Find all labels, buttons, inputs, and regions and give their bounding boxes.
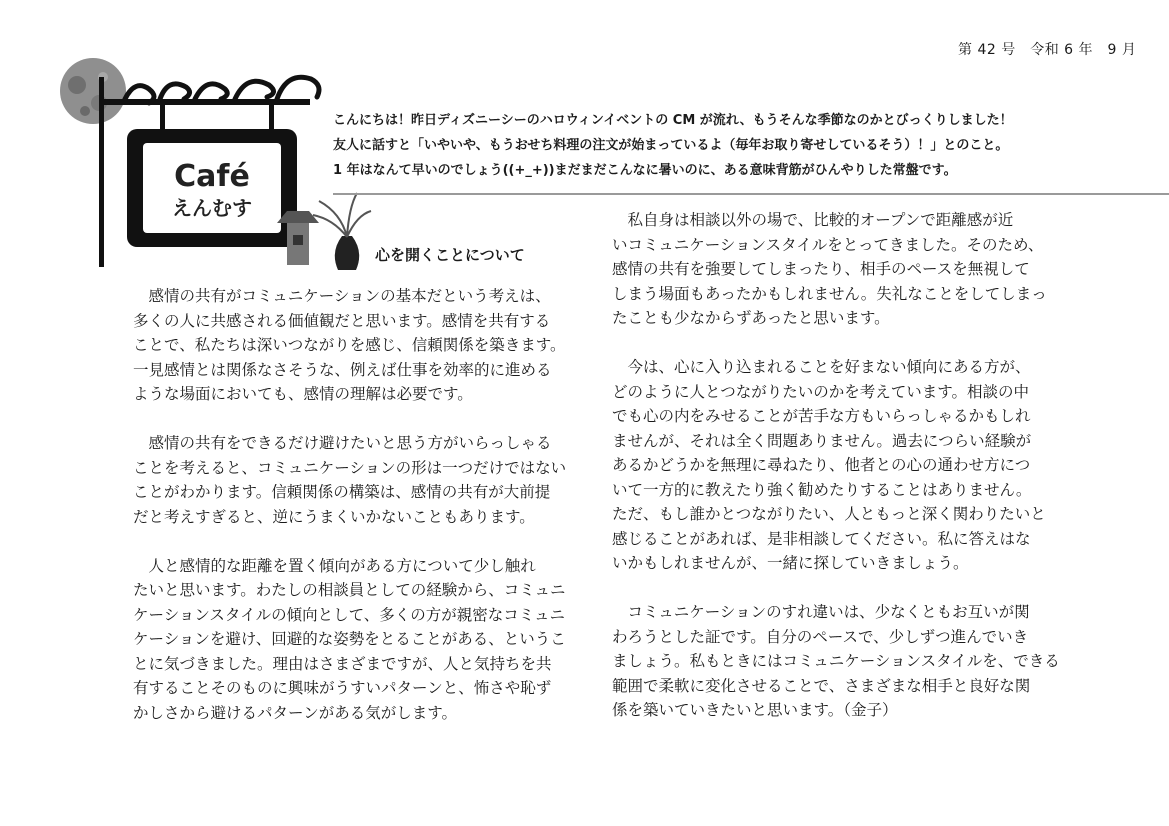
paragraph xyxy=(612,355,1062,576)
header-divider xyxy=(333,193,1169,195)
logo-title: Café xyxy=(174,159,250,194)
paragraph-line: だと考えすぎると、逆にうまくいかないこともあります。 xyxy=(133,507,535,526)
paragraph-line: いて一方的に教えたり強く勧めたりすることはありません。 xyxy=(612,480,1032,499)
article-right-column xyxy=(612,208,1062,747)
paragraph-line: たことも少なからずあったと思います。 xyxy=(612,309,890,327)
paragraph xyxy=(133,554,583,726)
paragraph xyxy=(612,600,1062,723)
paragraph-line: ましょう。私もときにはコミュニケーションスタイルを、できる xyxy=(612,652,1060,670)
paragraph-line: あるかどうかを無理に尋ねたり、他者との心の通わせ方につ xyxy=(612,456,1031,474)
paragraph-line: 感情の共有を強要してしまったり、相手のペースを無視して xyxy=(612,260,1030,278)
paragraph-line: ただ、もし誰かとつながりたい、人ともっと深く関わりたいと xyxy=(612,505,1046,523)
paragraph-line: たいと思います。わたしの相談員としての経験から、コミュニ xyxy=(133,581,566,599)
paragraph-line: とに気づきました。理由はさまざまですが、人と気持ちを共 xyxy=(133,654,552,673)
issue-number: 第 42 号 令和 6 年 9 月 xyxy=(958,42,1137,58)
paragraph-line: 係を築いていきたいと思います。（金子） xyxy=(612,701,898,719)
article-title: 心を開くことについて xyxy=(375,246,525,264)
paragraph-line: ことで、私たちは深いつながりを感じ、信頼関係を築きます。 xyxy=(133,336,566,354)
moon-icon xyxy=(60,58,126,124)
paragraph-line: かしさから避けるパターンがある気がします。 xyxy=(133,703,457,722)
paragraph-line: 有することそのものに興味がうすいパターンと、怖さや恥ず xyxy=(133,679,552,697)
paragraph-line: ことを考えると、コミュニケーションの形は一つだけではない xyxy=(133,458,567,477)
paragraph-line: でも心の内をみせることが苦手な方もいらっしゃるかもしれ xyxy=(612,407,1031,425)
paragraph-line: 感じることがあれば、是非相談してください。私に答えはな xyxy=(612,529,1031,548)
paragraph-line: 多くの人に共感される価値観だと思います。感情を共有する xyxy=(133,311,551,330)
article-left-column xyxy=(133,284,583,750)
paragraph-line: 今は、心に入り込まれることを好まない傾向にある方が、 xyxy=(612,358,1031,376)
paragraph-line: 私自身は相談以外の場で、比較的オープンで距離感が近 xyxy=(612,211,1014,229)
paragraph-line: 感情の共有をできるだけ避けたいと思う方がいらっしゃる xyxy=(133,434,552,452)
paragraph-line: ケーションスタイルの傾向として、多くの方が親密なコミュニ xyxy=(133,605,565,624)
logo-subtitle: えんむす xyxy=(172,196,252,220)
paragraph xyxy=(133,431,583,529)
paragraph-line: 一見感情とは関係なさそうな、例えば仕事を効率的に進める xyxy=(133,360,552,379)
paragraph-line: ことがわかります。信頼関係の構築は、感情の共有が大前提 xyxy=(133,483,551,501)
paragraph-line: ませんが、それは全く問題ありません。過去につらい経験が xyxy=(612,431,1032,450)
paragraph-line: ような場面においても、感情の理解は必要です。 xyxy=(133,385,473,403)
paragraph-line: どのように人とつながりたいのかを考えています。相談の中 xyxy=(612,382,1029,401)
intro-line: こんにちは！昨日ディズニーシーのハロウィンイベントの CM が流れ、もうそんな季節なのかとびっくりしました！ xyxy=(333,113,1013,128)
paragraph-line: しまう場面もあったかもしれません。失礼なことをしてしまっ xyxy=(612,284,1047,303)
paragraph-line: 範囲で柔軟に変化させることで、さまざまな相手と良好な関 xyxy=(612,676,1031,695)
paragraph-line: いかもしれませんが、一緒に探していきましょう。 xyxy=(612,554,969,572)
pampas-vase-icon xyxy=(313,193,371,270)
paragraph-line: ケーションを避け、回避的な姿勢をとることがある、というこ xyxy=(133,630,566,648)
intro-line: 1 年はなんて早いのでしょう((+_+))まだまだこんなに暑いのに、ある意味背筋がひんやりした常盤です。 xyxy=(333,163,957,178)
paragraph xyxy=(133,284,583,407)
paragraph-line: わろうとした証です。自分のペースで、少しずつ進んでいき xyxy=(612,627,1029,646)
intro-greeting xyxy=(333,108,1153,183)
paragraph-line: 感情の共有がコミュニケーションの基本だという考えは、 xyxy=(133,287,551,305)
intro-line: 友人に話すと「いやいや、もうおせち料理の注文が始まっているよ（毎年お取り寄せしているそう）！」とのこと。 xyxy=(333,138,1009,153)
paragraph xyxy=(612,208,1062,331)
cafe-signboard-logo xyxy=(55,55,375,270)
paragraph-line: 人と感情的な距離を置く傾向がある方について少し触れ xyxy=(133,556,536,575)
paragraph-line: コミュニケーションのすれ違いは、少なくともお互いが関 xyxy=(612,603,1030,621)
paragraph-line: いコミュニケーションスタイルをとってきました。そのため、 xyxy=(612,235,1044,254)
